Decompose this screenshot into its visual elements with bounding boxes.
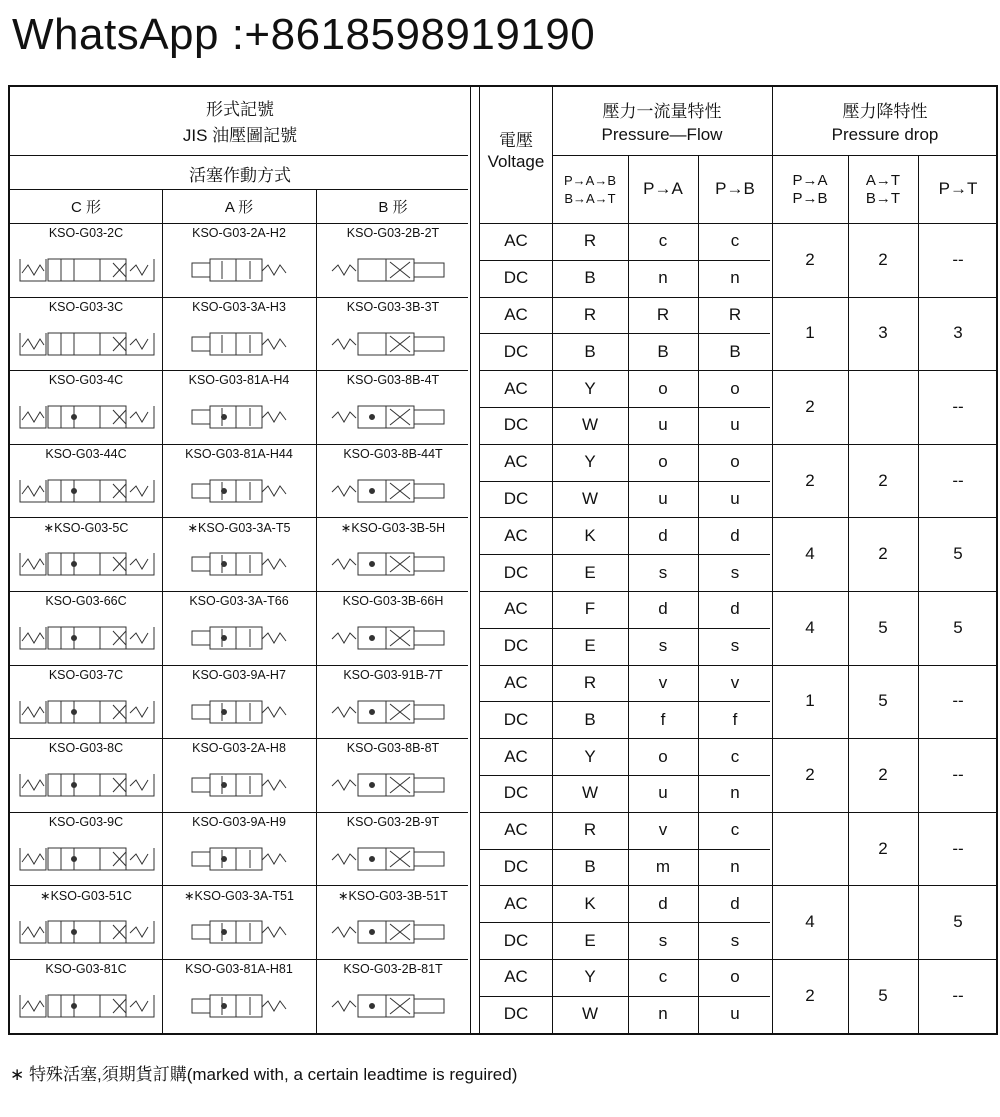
pd-pa-pb-cell: 2 bbox=[805, 470, 815, 490]
flow-pb-cell: v bbox=[730, 672, 740, 692]
model-a-label: KSO-G03-3A-T66 bbox=[189, 594, 289, 608]
flow-pab-cell: Y bbox=[584, 378, 596, 398]
col-c-heading: C 形 bbox=[70, 198, 101, 216]
pd-pt-cell: -- bbox=[952, 396, 964, 416]
horizontal-divider bbox=[10, 297, 468, 298]
vertical-divider bbox=[316, 189, 317, 1033]
model-a-label: KSO-G03-9A-H7 bbox=[192, 667, 286, 682]
flow-pab-cell: W bbox=[581, 488, 599, 508]
pd-at-bt-cell: 2 bbox=[878, 470, 888, 490]
model-b-label: KSO-G03-3B-66H bbox=[342, 594, 444, 608]
valve-symbol-icon bbox=[180, 239, 304, 293]
pf-heading-cn: 壓力一流量特性 bbox=[602, 101, 722, 121]
horizontal-divider bbox=[10, 959, 468, 960]
pd-pa-pb-cell: 1 bbox=[805, 323, 815, 343]
flow-pb-cell: n bbox=[730, 856, 740, 876]
valve-symbol-icon bbox=[180, 313, 304, 367]
col-a-heading: A 形 bbox=[224, 198, 254, 216]
flow-pa-cell: n bbox=[658, 1004, 668, 1024]
model-c-label: ∗KSO-G03-5C bbox=[43, 520, 129, 535]
model-c-label: KSO-G03-81C bbox=[45, 962, 127, 976]
horizontal-divider bbox=[10, 738, 468, 739]
voltage-cell: DC bbox=[503, 856, 529, 876]
valve-symbol-icon bbox=[180, 681, 304, 735]
pd-pa-pb-cell: 4 bbox=[805, 912, 815, 932]
model-c-label: KSO-G03-4C bbox=[48, 373, 124, 388]
sub-pd1-top: P→A bbox=[792, 171, 828, 189]
flow-pb-cell: f bbox=[732, 709, 738, 729]
valve-symbol-icon bbox=[324, 313, 464, 367]
flow-pa-cell: u bbox=[658, 415, 668, 435]
pd-pa-pb-cell bbox=[772, 812, 848, 886]
model-c-label: KSO-G03-7C bbox=[48, 667, 124, 682]
valve-symbol-icon bbox=[324, 901, 464, 955]
horizontal-divider bbox=[479, 922, 770, 923]
whatsapp-header: WhatsApp :+8618598919190 bbox=[12, 10, 596, 59]
model-c-label: KSO-G03-66C bbox=[45, 594, 127, 608]
pd-at-bt-cell: 2 bbox=[878, 838, 888, 858]
model-b-label: KSO-G03-8B-8T bbox=[346, 741, 440, 756]
valve-symbol-icon bbox=[16, 460, 160, 514]
flow-pa-cell: f bbox=[660, 709, 666, 729]
sub-pd2-bot: B→T bbox=[865, 189, 901, 207]
voltage-cell: DC bbox=[503, 268, 529, 288]
valve-symbol-icon bbox=[324, 754, 464, 808]
model-b-label: KSO-G03-8B-4T bbox=[346, 373, 440, 388]
model-a-label: ∗KSO-G03-3A-T51 bbox=[184, 888, 294, 903]
pd-pa-pb-cell: 4 bbox=[805, 617, 815, 637]
model-c-label: KSO-G03-3C bbox=[48, 299, 124, 314]
model-a-label: KSO-G03-3A-H3 bbox=[192, 299, 286, 314]
pd-pa-pb-cell: 2 bbox=[805, 396, 815, 416]
sub-pd3: P→T bbox=[938, 179, 978, 198]
valve-symbol-icon bbox=[324, 533, 464, 587]
flow-pab-cell: K bbox=[584, 893, 596, 913]
voltage-heading-en: Voltage bbox=[487, 152, 545, 171]
flow-pab-cell: E bbox=[584, 930, 596, 950]
voltage-cell: AC bbox=[504, 525, 528, 545]
voltage-cell: AC bbox=[504, 672, 528, 692]
flow-pab-cell: E bbox=[584, 636, 596, 656]
voltage-cell: AC bbox=[504, 599, 528, 619]
horizontal-divider bbox=[10, 591, 468, 592]
valve-symbol-icon bbox=[180, 828, 304, 882]
voltage-cell: AC bbox=[504, 820, 528, 840]
model-a-label: KSO-G03-2A-H8 bbox=[192, 741, 286, 756]
model-c-label: KSO-G03-8C bbox=[48, 741, 124, 756]
horizontal-divider bbox=[479, 260, 770, 261]
horizontal-divider bbox=[479, 628, 770, 629]
model-a-label: KSO-G03-2A-H2 bbox=[192, 226, 286, 240]
flow-pb-cell: c bbox=[730, 231, 740, 251]
vertical-divider bbox=[162, 189, 163, 1033]
left-title-cn: 形式記號 bbox=[206, 99, 274, 119]
sub-pb: P→B bbox=[715, 179, 755, 198]
flow-pb-cell: s bbox=[730, 930, 740, 950]
flow-pa-cell: s bbox=[658, 930, 668, 950]
flow-pb-cell: s bbox=[730, 636, 740, 656]
flow-pa-cell: s bbox=[658, 636, 668, 656]
voltage-cell: AC bbox=[504, 452, 528, 472]
flow-pb-cell: o bbox=[730, 378, 740, 398]
horizontal-divider bbox=[10, 517, 468, 518]
pd-pa-pb-cell: 1 bbox=[805, 691, 815, 711]
voltage-cell: DC bbox=[503, 341, 529, 361]
pd-pa-pb-cell: 2 bbox=[805, 249, 815, 269]
sub-pa: P→A bbox=[643, 179, 683, 198]
flow-pb-cell: R bbox=[728, 304, 742, 324]
voltage-cell: DC bbox=[503, 562, 529, 582]
flow-pab-cell: R bbox=[583, 672, 597, 692]
sub-pab-top: P→A→B bbox=[563, 172, 616, 188]
flow-pb-cell: u bbox=[730, 488, 740, 508]
flow-pb-cell: d bbox=[730, 525, 740, 545]
model-a-label: KSO-G03-81A-H4 bbox=[188, 373, 290, 388]
pd-pt-cell: -- bbox=[952, 691, 964, 711]
voltage-cell: AC bbox=[504, 231, 528, 251]
flow-pa-cell: d bbox=[658, 525, 668, 545]
pd-pt-cell: -- bbox=[952, 470, 964, 490]
flow-pab-cell: W bbox=[581, 783, 599, 803]
flow-pb-cell: s bbox=[730, 562, 740, 582]
valve-symbol-icon bbox=[180, 460, 304, 514]
model-b-label: KSO-G03-91B-7T bbox=[343, 667, 443, 682]
voltage-cell: DC bbox=[503, 1004, 529, 1024]
voltage-cell: AC bbox=[504, 967, 528, 987]
horizontal-divider bbox=[10, 155, 468, 156]
voltage-cell: DC bbox=[503, 930, 529, 950]
pd-at-bt-cell: 5 bbox=[878, 691, 888, 711]
left-title-jis: JIS 油壓圖記號 bbox=[182, 125, 298, 145]
flow-pab-cell: B bbox=[584, 341, 596, 361]
model-a-label: KSO-G03-9A-H9 bbox=[192, 814, 286, 829]
pd-heading-en: Pressure drop bbox=[831, 125, 939, 144]
valve-symbol-icon bbox=[16, 754, 160, 808]
voltage-cell: AC bbox=[504, 893, 528, 913]
horizontal-divider bbox=[479, 333, 770, 334]
horizontal-divider bbox=[479, 701, 770, 702]
flow-pb-cell: o bbox=[730, 967, 740, 987]
flow-pb-cell: o bbox=[730, 452, 740, 472]
valve-symbol-icon bbox=[324, 460, 464, 514]
vertical-divider bbox=[470, 87, 471, 1033]
voltage-cell: DC bbox=[503, 415, 529, 435]
flow-pa-cell: c bbox=[658, 231, 668, 251]
horizontal-divider bbox=[479, 554, 770, 555]
voltage-cell: DC bbox=[503, 636, 529, 656]
pd-at-bt-cell bbox=[848, 370, 918, 444]
horizontal-divider bbox=[479, 775, 770, 776]
model-b-label: KSO-G03-2B-81T bbox=[343, 962, 443, 976]
flow-pb-cell: B bbox=[729, 341, 741, 361]
pd-pt-cell: 5 bbox=[953, 544, 963, 564]
valve-symbol-icon bbox=[180, 901, 304, 955]
valve-symbol-icon bbox=[16, 239, 160, 293]
flow-pa-cell: o bbox=[658, 746, 668, 766]
valve-symbol-icon bbox=[180, 386, 304, 440]
flow-pa-cell: s bbox=[658, 562, 668, 582]
valve-symbol-icon bbox=[324, 975, 464, 1029]
valve-symbol-icon bbox=[324, 681, 464, 735]
flow-pab-cell: Y bbox=[584, 746, 596, 766]
pd-pt-cell: -- bbox=[952, 838, 964, 858]
flow-pab-cell: Y bbox=[584, 967, 596, 987]
horizontal-divider bbox=[479, 481, 770, 482]
pd-pt-cell: -- bbox=[952, 985, 964, 1005]
flow-pb-cell: d bbox=[730, 599, 740, 619]
model-b-label: ∗KSO-G03-3B-51T bbox=[338, 888, 448, 903]
model-b-label: ∗KSO-G03-3B-5H bbox=[340, 520, 446, 535]
pd-heading-cn: 壓力降特性 bbox=[842, 101, 928, 121]
valve-symbol-icon bbox=[324, 386, 464, 440]
flow-pa-cell: c bbox=[658, 967, 668, 987]
model-b-label: KSO-G03-2B-9T bbox=[346, 814, 440, 829]
model-c-label: KSO-G03-9C bbox=[48, 814, 124, 829]
flow-pab-cell: K bbox=[584, 525, 596, 545]
flow-pab-cell: F bbox=[584, 599, 596, 619]
flow-pb-cell: n bbox=[730, 783, 740, 803]
flow-pa-cell: u bbox=[658, 488, 668, 508]
pd-at-bt-cell: 5 bbox=[878, 617, 888, 637]
flow-pb-cell: c bbox=[730, 746, 740, 766]
valve-symbol-icon bbox=[180, 607, 304, 661]
flow-pab-cell: E bbox=[584, 562, 596, 582]
flow-pab-cell: R bbox=[583, 231, 597, 251]
valve-symbol-icon bbox=[324, 828, 464, 882]
flow-pa-cell: n bbox=[658, 268, 668, 288]
horizontal-divider bbox=[10, 885, 468, 886]
voltage-cell: DC bbox=[503, 709, 529, 729]
valve-symbol-icon bbox=[16, 681, 160, 735]
flow-pb-cell: n bbox=[730, 268, 740, 288]
model-c-label: ∗KSO-G03-51C bbox=[40, 888, 132, 903]
pd-at-bt-cell: 5 bbox=[878, 985, 888, 1005]
spec-table bbox=[8, 85, 998, 1035]
horizontal-divider bbox=[479, 407, 770, 408]
horizontal-divider bbox=[479, 996, 770, 997]
pd-at-bt-cell: 2 bbox=[878, 544, 888, 564]
valve-symbol-icon bbox=[180, 754, 304, 808]
flow-pa-cell: o bbox=[658, 452, 668, 472]
valve-symbol-icon bbox=[16, 386, 160, 440]
pd-pt-cell: 5 bbox=[953, 912, 963, 932]
valve-symbol-icon bbox=[16, 828, 160, 882]
valve-symbol-icon bbox=[16, 533, 160, 587]
flow-pa-cell: d bbox=[658, 599, 668, 619]
voltage-cell: AC bbox=[504, 746, 528, 766]
flow-pa-cell: o bbox=[658, 378, 668, 398]
valve-symbol-icon bbox=[324, 607, 464, 661]
flow-pb-cell: c bbox=[730, 820, 740, 840]
horizontal-divider bbox=[10, 223, 468, 224]
flow-pab-cell: W bbox=[581, 1004, 599, 1024]
sub-pab-bot: B→A→T bbox=[564, 190, 616, 206]
sub-pd2-top: A→T bbox=[865, 171, 901, 189]
flow-pb-cell: u bbox=[730, 1004, 740, 1024]
col-b-heading: B 形 bbox=[378, 198, 408, 216]
horizontal-divider bbox=[10, 665, 468, 666]
model-a-label: KSO-G03-81A-H81 bbox=[185, 962, 293, 976]
model-a-label: KSO-G03-81A-H44 bbox=[185, 446, 293, 461]
flow-pa-cell: d bbox=[658, 893, 668, 913]
flow-pab-cell: B bbox=[584, 709, 596, 729]
horizontal-divider bbox=[10, 812, 468, 813]
valve-symbol-icon bbox=[16, 313, 160, 367]
model-b-label: KSO-G03-3B-3T bbox=[346, 299, 440, 314]
voltage-heading-cn: 電壓 bbox=[499, 130, 533, 150]
valve-symbol-icon bbox=[16, 607, 160, 661]
pd-pt-cell: 5 bbox=[953, 617, 963, 637]
flow-pab-cell: W bbox=[581, 415, 599, 435]
sub-pd1-bot: P→B bbox=[792, 189, 828, 207]
valve-symbol-icon bbox=[180, 533, 304, 587]
pd-pt-cell: -- bbox=[952, 249, 964, 269]
voltage-cell: DC bbox=[503, 488, 529, 508]
pd-at-bt-cell bbox=[848, 885, 918, 959]
horizontal-divider bbox=[10, 189, 468, 190]
model-c-label: KSO-G03-2C bbox=[48, 226, 124, 240]
horizontal-divider bbox=[10, 444, 468, 445]
horizontal-divider bbox=[479, 849, 770, 850]
horizontal-divider bbox=[552, 155, 996, 156]
pd-pa-pb-cell: 2 bbox=[805, 764, 815, 784]
model-b-label: KSO-G03-2B-2T bbox=[346, 226, 440, 240]
voltage-cell: DC bbox=[503, 783, 529, 803]
pd-pa-pb-cell: 4 bbox=[805, 544, 815, 564]
valve-symbol-icon bbox=[180, 975, 304, 1029]
model-c-label: KSO-G03-44C bbox=[45, 446, 127, 461]
model-a-label: ∗KSO-G03-3A-T5 bbox=[187, 520, 291, 535]
flow-pa-cell: m bbox=[655, 856, 671, 876]
piston-heading: 活塞作動方式 bbox=[189, 165, 291, 185]
flow-pb-cell: u bbox=[730, 415, 740, 435]
valve-symbol-icon bbox=[324, 239, 464, 293]
pd-pa-pb-cell: 2 bbox=[805, 985, 815, 1005]
flow-pa-cell: v bbox=[658, 672, 668, 692]
flow-pab-cell: R bbox=[583, 304, 597, 324]
flow-pa-cell: v bbox=[658, 820, 668, 840]
flow-pab-cell: B bbox=[584, 268, 596, 288]
flow-pb-cell: d bbox=[730, 893, 740, 913]
pd-pt-cell: 3 bbox=[953, 323, 963, 343]
flow-pa-cell: R bbox=[656, 304, 670, 324]
flow-pab-cell: R bbox=[583, 820, 597, 840]
horizontal-divider bbox=[10, 370, 468, 371]
valve-symbol-icon bbox=[16, 901, 160, 955]
flow-pab-cell: B bbox=[584, 856, 596, 876]
voltage-cell: AC bbox=[504, 378, 528, 398]
voltage-cell: AC bbox=[504, 304, 528, 324]
pd-at-bt-cell: 2 bbox=[878, 764, 888, 784]
flow-pa-cell: B bbox=[657, 341, 669, 361]
footnote: ∗ 特殊活塞,須期貨訂購(marked with, a certain leadtime is reguired) bbox=[10, 1065, 518, 1084]
valve-symbol-icon bbox=[16, 975, 160, 1029]
flow-pa-cell: u bbox=[658, 783, 668, 803]
pd-pt-cell: -- bbox=[952, 764, 964, 784]
pd-at-bt-cell: 3 bbox=[878, 323, 888, 343]
flow-pab-cell: Y bbox=[584, 452, 596, 472]
pf-heading-en: Pressure—Flow bbox=[601, 125, 723, 144]
pd-at-bt-cell: 2 bbox=[878, 249, 888, 269]
model-b-label: KSO-G03-8B-44T bbox=[343, 446, 443, 461]
